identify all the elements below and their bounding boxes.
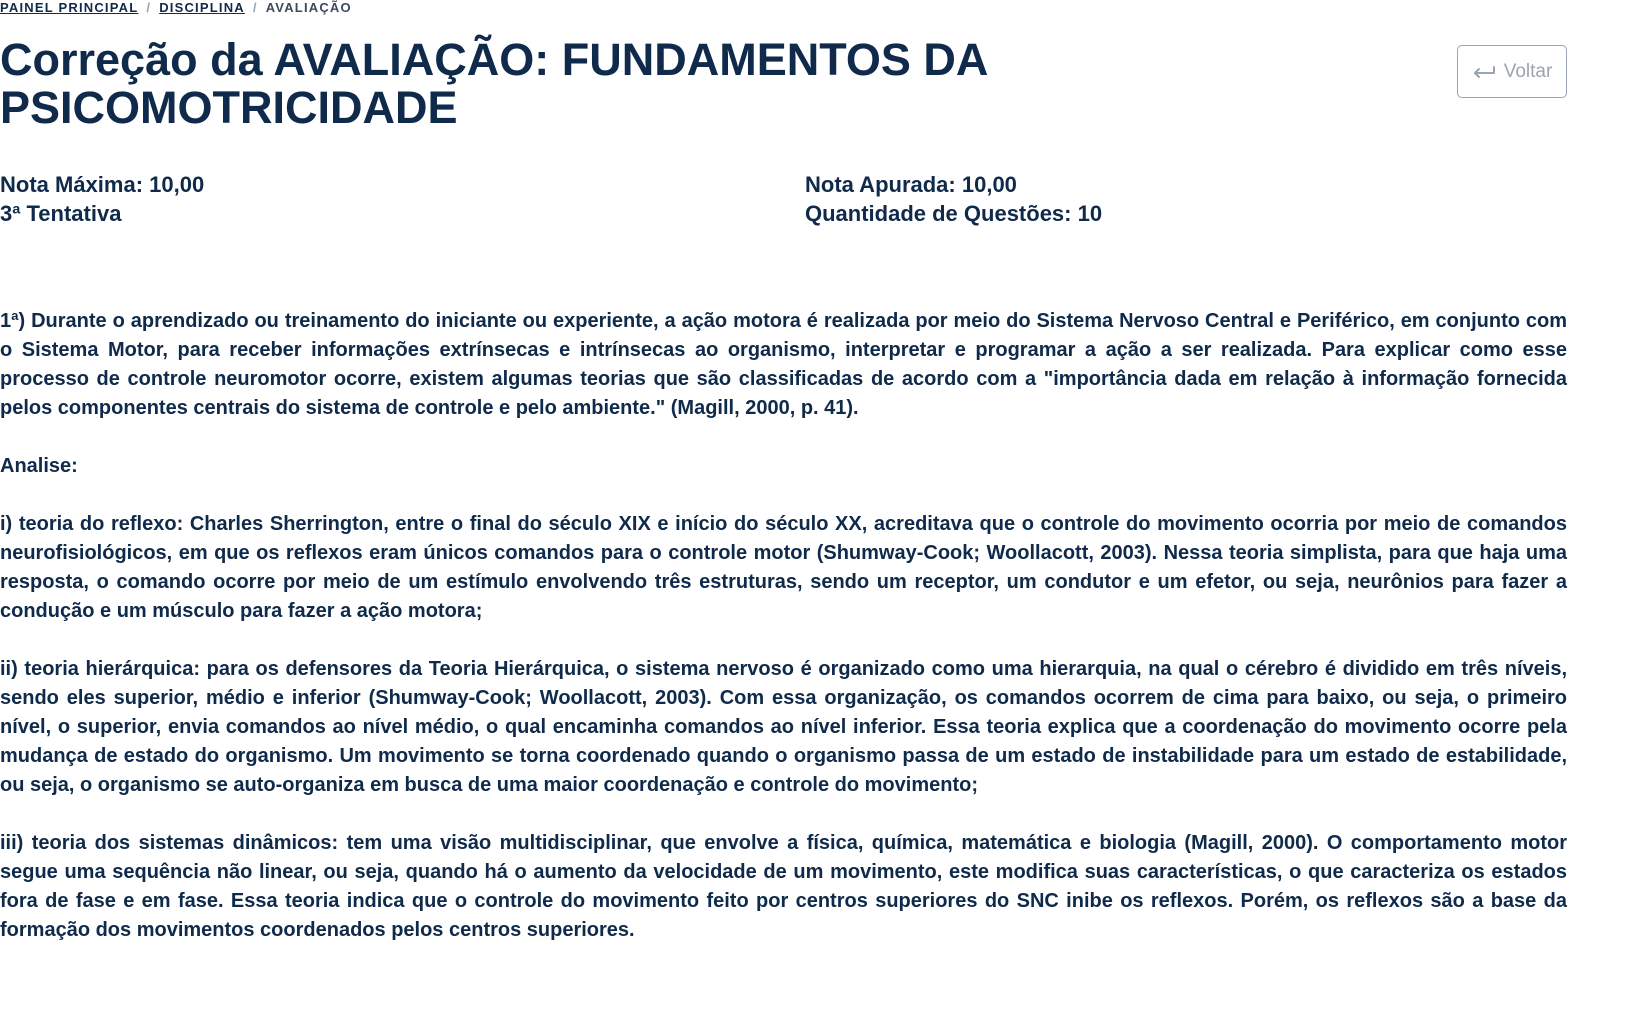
- question-intro: 1ª) Durante o aprendizado ou treinamento do iniciante ou experiente, a ação motora é realizada por meio do Sistema Nervoso Central e Periférico, em conjunto com o Sistema Motor, para receber informações extrínsecas e intrínsecas ao organismo, interpretar e programar a ação a ser realizada. Para explicar como esse processo de controle neuromotor ocorre, existem algumas teorias que são classificadas de acordo com a "importância dada em relação à informação fornecida pelos componentes centrais do sistema de controle e pelo ambiente." (Magill, 2000, p. 41).: [0, 310, 1567, 419]
- page-title: Correção da AVALIAÇÃO: FUNDAMENTOS DA PSICOMOTRICIDADE: [0, 34, 987, 133]
- question-1: [0, 307, 1567, 974]
- question-count: Quantidade de Questões: 10: [805, 201, 1103, 226]
- breadcrumb-link-disciplina[interactable]: DISCIPLINA: [159, 0, 245, 15]
- back-button-label: Voltar: [1503, 60, 1553, 82]
- attempt-number: 3ª Tentativa: [0, 201, 122, 226]
- breadcrumb-link-painel-principal[interactable]: PAINEL PRINCIPAL: [0, 0, 139, 15]
- arrow-left-return-icon: [1472, 64, 1496, 80]
- final-grade: Nota Apurada: 10,00: [805, 172, 1017, 197]
- max-grade: Nota Máxima: 10,00: [0, 172, 205, 197]
- analyze-label: Analise:: [0, 455, 78, 477]
- breadcrumb: [0, 0, 352, 15]
- back-button[interactable]: [1457, 45, 1567, 98]
- question-item-i: i) teoria do reflexo: Charles Sherrington, entre o final do século XIX e início do século XX, acreditava que o controle do movimento ocorria por meio de comandos neurofisiológicos, em que os reflexos eram únicos comandos para o controle motor (Shumway-Cook; Woollacott, 2003). Nessa teoria simplista, para que haja uma resposta, o comando ocorre por meio de um estímulo envolvendo três estruturas, sendo um receptor, um condutor e um efetor, ou seja, neurônios para fazer a condução e um músculo para fazer a ação motora;: [0, 513, 1567, 622]
- breadcrumb-separator: /: [146, 0, 152, 15]
- question-item-iii: iii) teoria dos sistemas dinâmicos: tem uma visão multidisciplinar, que envolve a física, química, matemática e biologia (Magill, 2000). O comportamento motor segue uma sequência não linear, ou seja, quando há o aumento da velocidade de um movimento, este modifica suas características, o que caracteriza os estados fora de fase e em fase. Essa teoria indica que o controle do movimento feito por centros superiores do SNC inibe os reflexos. Porém, os reflexos são a base da formação dos movimentos coordenados pelos centros superiores.: [0, 832, 1567, 941]
- breadcrumb-current-avaliacao: AVALIAÇÃO: [265, 0, 352, 15]
- question-item-ii: ii) teoria hierárquica: para os defensores da Teoria Hierárquica, o sistema nervoso é organizado como uma hierarquia, na qual o cérebro é dividido em três níveis, sendo eles superior, médio e inferior (Shumway-Cook; Woollacott, 2003). Com essa organização, os comandos ocorrem de cima para baixo, ou seja, o primeiro nível, o superior, envia comandos ao nível médio, o qual encaminha comandos ao nível inferior. Essa teoria explica que a coordenação do movimento ocorre pela mudança de estado do organismo. Um movimento se torna coordenado quando o organismo passa de um estado de instabilidade para um estado de estabilidade, ou seja, o organismo se auto-organiza em busca de uma maior coordenação e controle do movimento;: [0, 658, 1567, 796]
- grade-summary-left: [0, 170, 204, 228]
- breadcrumb-separator: /: [252, 0, 258, 15]
- grade-summary-right: [805, 170, 1102, 228]
